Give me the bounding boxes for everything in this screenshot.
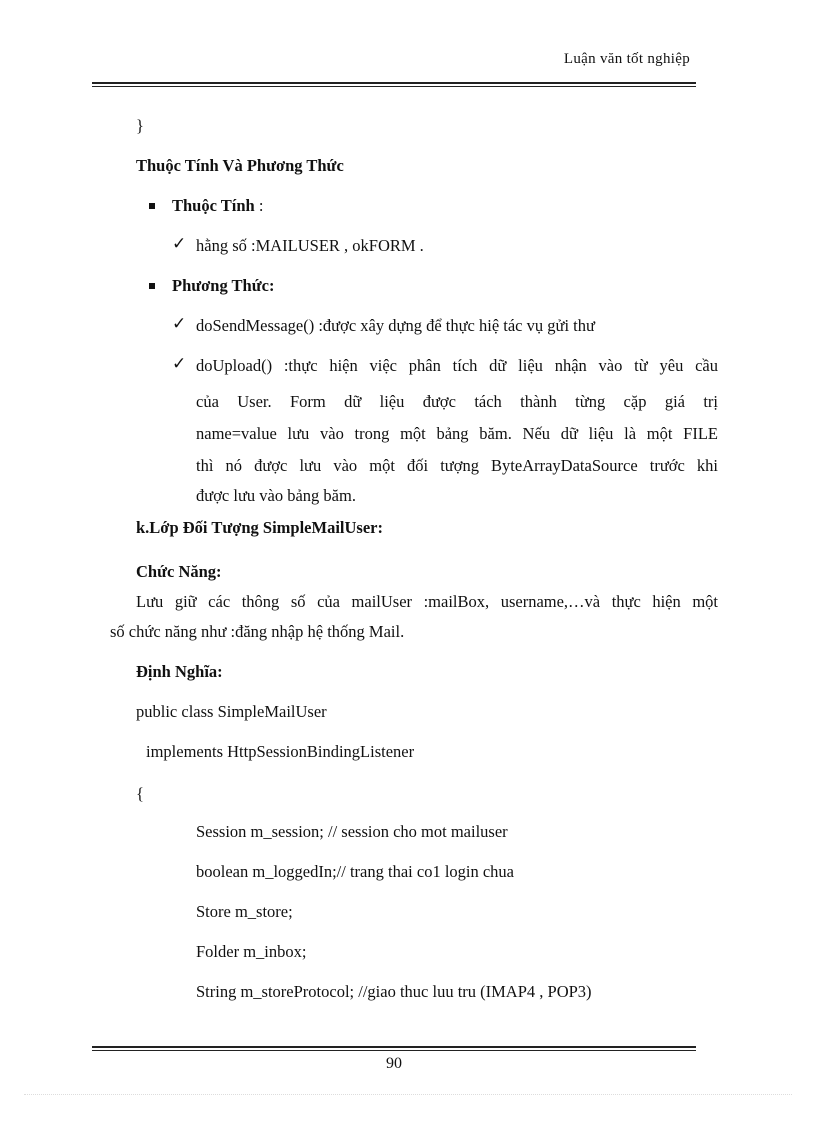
code-field: Session m_session; // session cho mot mailuser (196, 822, 508, 841)
footer-rule (92, 1046, 696, 1051)
code-field: Folder m_inbox; (196, 942, 307, 961)
methods-label: Phương Thức: (172, 276, 275, 295)
code-field: Store m_store; (196, 902, 293, 921)
checkmark-icon: ✓ (172, 314, 187, 334)
square-bullet-icon (149, 283, 155, 289)
props-item: hằng số :MAILUSER , okFORM . (196, 236, 424, 255)
code-class-decl: public class SimpleMailUser (136, 702, 327, 721)
method-1: doSendMessage() :được xây dựng để thực hiệ tác vụ gửi thư (196, 316, 595, 335)
function-heading: Chức Năng: (136, 562, 222, 581)
code-open-brace: { (136, 784, 144, 803)
page-edge-divider (24, 1094, 792, 1095)
checkmark-icon: ✓ (172, 234, 187, 254)
props-line (172, 196, 263, 216)
method-2-line: doUpload() :thực hiện việc phân tích dữ liệu nhận vào từ yêu cầu (196, 356, 718, 375)
square-bullet-icon (149, 203, 155, 209)
page-number: 90 (386, 1055, 402, 1072)
method-2-line: được lưu vào bảng băm. (196, 486, 356, 505)
props-methods-heading: Thuộc Tính Và Phương Thức (136, 156, 344, 175)
props-label: Thuộc Tính (172, 196, 255, 215)
method-2-line: của User. Form dữ liệu được tách thành từng cặp giá trị (196, 392, 718, 411)
props-colon: : (254, 196, 264, 215)
method-2-line: name=value lưu vào trong một bảng băm. Nếu dữ liệu là một FILE (196, 424, 718, 443)
code-implements: implements HttpSessionBindingListener (146, 742, 415, 761)
method-2-line: thì nó được lưu vào một đối tượng ByteArrayDataSource trước khi (196, 456, 718, 475)
checkmark-icon: ✓ (172, 354, 187, 374)
section-k-heading: k.Lớp Đối Tượng SimpleMailUser: (136, 518, 383, 537)
code-field: boolean m_loggedIn;// trang thai co1 login chua (196, 862, 515, 881)
header-rule (92, 82, 696, 87)
closing-brace: } (136, 116, 144, 135)
function-text-2: số chức năng như :đăng nhập hệ thống Mail. (110, 622, 405, 641)
header-title: Luận văn tốt nghiệp (563, 51, 690, 67)
definition-heading: Định Nghĩa: (136, 662, 223, 681)
function-text-1: Lưu giữ các thông số của mailUser :mailBox, username,…và thực hiện một (136, 592, 718, 611)
code-field: String m_storeProtocol; //giao thuc luu tru (IMAP4 , POP3) (196, 982, 592, 1001)
